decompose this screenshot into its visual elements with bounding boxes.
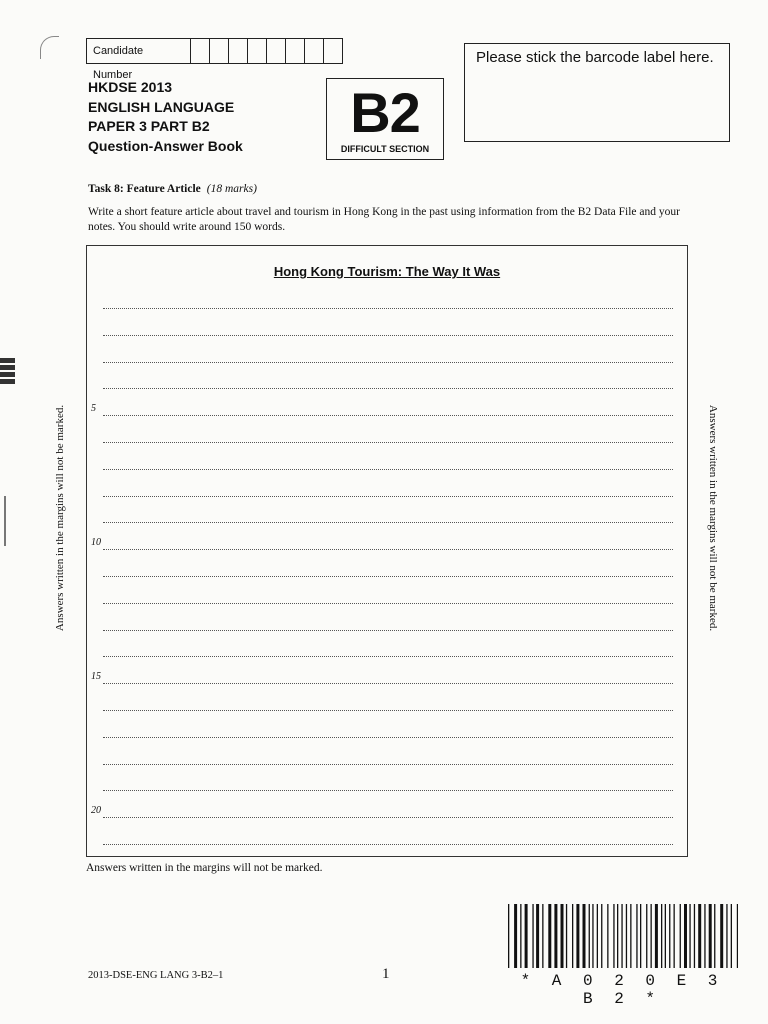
barcode-label-area <box>464 43 730 142</box>
task-heading <box>88 183 257 195</box>
subject-title: ENGLISH LANGUAGE <box>88 98 235 115</box>
writing-line[interactable] <box>103 576 673 577</box>
writing-line[interactable] <box>103 335 673 336</box>
left-margin-note: Answers written in the margins will not be marked. <box>54 404 66 632</box>
writing-line[interactable] <box>103 737 673 738</box>
barcode <box>506 904 738 974</box>
paper-title: PAPER 3 PART B2 <box>88 118 210 134</box>
writing-line[interactable] <box>103 362 673 363</box>
writing-line[interactable] <box>103 764 673 765</box>
task-instructions: Write a short feature article about travel and tourism in Hong Kong in the past using information from the B2 Data File and your notes. You should write around 150 words. <box>88 206 680 233</box>
barcode-bar <box>731 904 732 968</box>
writing-line[interactable] <box>103 603 673 604</box>
barcode-bar <box>525 904 528 968</box>
barcode-bar <box>636 904 637 968</box>
barcode-bar <box>704 904 705 968</box>
barcode-bar <box>726 904 727 968</box>
writing-line[interactable] <box>103 790 673 791</box>
candidate-number-cell[interactable] <box>210 39 229 63</box>
barcode-bar <box>626 904 627 968</box>
book-title: Question-Answer Book <box>88 137 243 154</box>
section-badge <box>326 78 444 160</box>
candidate-number-cell[interactable] <box>229 39 248 63</box>
writing-line[interactable] <box>103 308 673 309</box>
barcode-bar <box>651 904 652 968</box>
writing-line[interactable] <box>103 549 673 550</box>
candidate-number-cell[interactable] <box>324 39 342 63</box>
writing-line[interactable] <box>103 817 673 818</box>
line-number: 20 <box>91 805 101 817</box>
barcode-bar <box>617 904 618 968</box>
barcode-bar <box>554 904 557 968</box>
barcode-bar <box>709 904 712 968</box>
candidate-number-cell[interactable] <box>305 39 324 63</box>
barcode-bar <box>536 904 539 968</box>
candidate-number-cell[interactable] <box>267 39 286 63</box>
barcode-bar <box>532 904 533 968</box>
paper-code: 2013-DSE-ENG LANG 3-B2–1 <box>88 970 224 981</box>
barcode-bar <box>684 904 687 968</box>
barcode-bar <box>520 904 521 968</box>
candidate-number-cell[interactable] <box>191 39 210 63</box>
barcode-bar <box>589 904 590 968</box>
barcode-bar <box>576 904 579 968</box>
task-marks: (18 marks) <box>206 183 257 195</box>
barcode-bar <box>720 904 723 968</box>
barcode-bar <box>548 904 551 968</box>
barcode-bar <box>592 904 593 968</box>
bottom-margin-note: Answers written in the margins will not be marked. <box>86 862 323 874</box>
barcode-bar <box>674 904 675 968</box>
section-code: B2 <box>350 81 420 144</box>
line-number: 15 <box>91 671 101 683</box>
writing-line[interactable] <box>103 496 673 497</box>
candidate-number-cell[interactable] <box>286 39 305 63</box>
barcode-bar <box>630 904 631 968</box>
writing-line[interactable] <box>103 710 673 711</box>
barcode-bar <box>621 904 622 968</box>
writing-line[interactable] <box>103 630 673 631</box>
candidate-number-cell[interactable] <box>248 39 267 63</box>
barcode-bar <box>542 904 543 968</box>
page-number: 1 <box>382 966 390 982</box>
barcode-bar <box>613 904 614 968</box>
barcode-bar <box>680 904 681 968</box>
right-margin-note: Answers written in the margins will not be marked. <box>707 404 719 632</box>
barcode-bar <box>601 904 602 968</box>
line-number: 10 <box>91 537 101 549</box>
candidate-number-box <box>86 38 343 81</box>
alignment-marks <box>0 358 16 386</box>
writing-line[interactable] <box>103 656 673 657</box>
barcode-label-instruction: Please stick the barcode label here. <box>476 49 714 66</box>
barcode-bar <box>561 904 564 968</box>
barcode-bar <box>583 904 586 968</box>
barcode-bar <box>694 904 695 968</box>
barcode-bar <box>665 904 666 968</box>
barcode-bar <box>572 904 573 968</box>
barcode-bar <box>607 904 608 968</box>
barcode-bar <box>698 904 701 968</box>
barcode-bar <box>646 904 647 968</box>
binding-corner-mark <box>40 36 59 59</box>
writing-line[interactable] <box>103 522 673 523</box>
writing-line[interactable] <box>103 415 673 416</box>
writing-line[interactable] <box>103 442 673 443</box>
barcode-bar <box>669 904 670 968</box>
writing-line[interactable] <box>103 388 673 389</box>
task-title: Task 8: Feature Article <box>88 183 201 195</box>
barcode-bar <box>514 904 517 968</box>
article-title: Hong Kong Tourism: The Way It Was <box>273 264 501 279</box>
binding-tick <box>4 496 6 546</box>
exam-info <box>88 78 243 156</box>
writing-line[interactable] <box>103 469 673 470</box>
candidate-number-label: Candidate Number <box>87 39 191 63</box>
writing-line[interactable] <box>103 683 673 684</box>
barcode-bar <box>566 904 567 968</box>
barcode-bar <box>597 904 598 968</box>
barcode-bar <box>689 904 690 968</box>
barcode-bar <box>508 904 509 968</box>
barcode-bar <box>640 904 641 968</box>
barcode-bar <box>661 904 662 968</box>
writing-line[interactable] <box>103 844 673 845</box>
barcode-bar <box>737 904 738 968</box>
barcode-text: * A 0 2 0 E 3 B 2 * <box>520 972 724 1008</box>
section-label: DIFFICULT SECTION <box>340 144 430 154</box>
line-number: 5 <box>91 403 96 415</box>
barcode-bar <box>655 904 658 968</box>
answer-area[interactable] <box>86 245 688 857</box>
exam-title: HKDSE 2013 <box>88 79 173 95</box>
barcode-bar <box>714 904 715 968</box>
